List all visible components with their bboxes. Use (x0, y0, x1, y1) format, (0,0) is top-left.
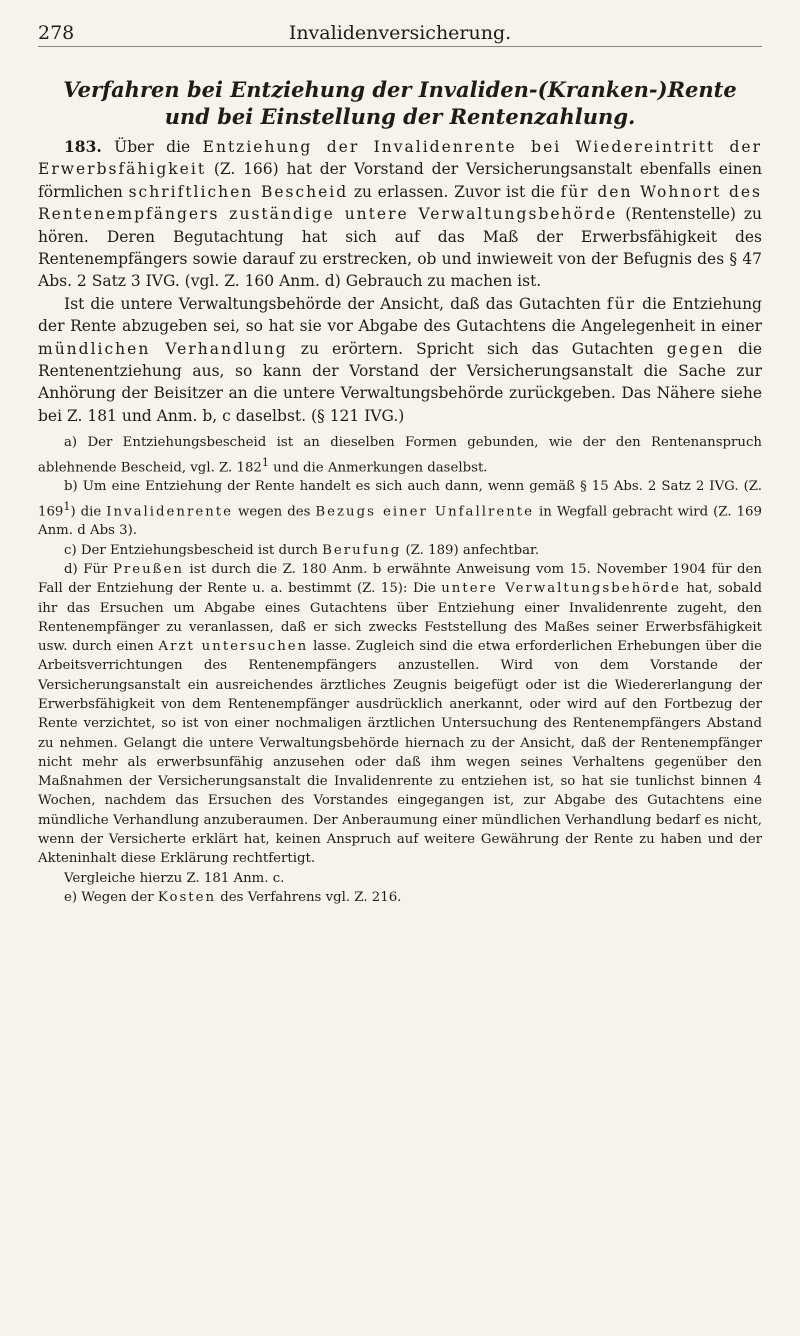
paragraph-opinion (38, 293, 762, 427)
text-run: b) Um eine Entziehung der Rente handelt es sich auch dann, wenn gemäß § 15 Abs. 2 Satz 2 IVG. (Z. 169 (38, 479, 762, 520)
spaced-emphasis: Bezugs einer Unfallrente (315, 504, 534, 520)
paragraph-183 (38, 136, 762, 293)
text-run: d) Für (64, 561, 113, 577)
paragraph-number: 183. (64, 137, 102, 156)
text-run: ist durch die Z. 180 Anm. b erwähnte Anweisung vom 15. November 1904 für den Fall der Entziehung der Rente u. a. bestimmt (Z. 15): Die (38, 561, 762, 597)
running-title: Invalidenversicherung. (288, 22, 512, 44)
text-run: (Z. 189) anfechtbar. (401, 542, 540, 558)
spaced-emphasis: Invalidenrente (106, 504, 233, 520)
spaced-emphasis: Kosten (157, 889, 217, 905)
spaced-emphasis: Arzt untersuchen (158, 639, 309, 655)
text-run: des Verfahrens vgl. Z. 216. (216, 889, 402, 905)
superscript: 1 (63, 499, 71, 513)
text-run: die Entziehung der Rente abzugeben sei, so hat sie vor Abgabe des Gutachtens die Angelegenheit in einer (38, 294, 762, 336)
text-run: hat, sobald ihr das Ersuchen um Abgabe eines Gutachtens über Entziehung einer Invalidenrente zugeht, den Rentenempfänger zu veranlassen, daß er sich zwecks Feststellung des Maßes seiner Erwerbsfähigkeit usw. durch einen (38, 581, 762, 655)
text-run: e) Wegen der (64, 889, 158, 905)
text-run: die Rentenentziehung aus, so kann der Vorstand der Versicherungsanstalt die Sache zur Anhörung der Beisitzer an die untere Verwaltungsbehörde zurückgeben. Das Nähere siehe bei Z. 181 und Anm. b, c daselbst. (§ 121 IVG.) (38, 339, 763, 425)
text-run: zu erörtern. Spricht sich das Gutachten (287, 339, 667, 358)
spaced-emphasis: gegen (666, 339, 725, 358)
spaced-emphasis: Entziehung der Invalidenrente bei Wiedereintritt der Erwerbsfähigkeit (38, 138, 762, 179)
section-heading: Verfahren bei Entziehung der Invaliden-(Kranken-)Rente und bei Einstellung der Rentenzahlung. (63, 77, 737, 129)
text-run: c) Der Entziehungsbescheid ist durch (64, 542, 323, 558)
spaced-emphasis: für (606, 294, 637, 313)
running-header (38, 22, 762, 47)
text-run: lasse. Zugleich sind die etwa erforderlichen Erhebungen über die Arbeitsverrichtungen des Rentenempfängers anzustellen. Wird von dem Vorstande der Versicherungsanstalt ein ausreichendes ärztliches Zeugnis beigefügt oder ist die Wiedererlangung der Erwerbsfähigkeit von dem Rentenempfänger ausdrücklich anerkannt, oder wird auf den Fortbezug der Rente verzichtet, so ist von einer nochmaligen ärztlichen Untersuchung des Rentenempfängers Abstand zu nehmen. Gelangt die untere Verwaltungsbehörde hiernach zu der Ansicht, daß der Rentenempfänger nicht mehr als erwerbsunfähig anzusehen oder daß ihm wegen seines Verhaltens gegenüber den Maßnahmen der Versicherungsanstalt die Invalidenrente zu entziehen ist, so hat sie tunlichst binnen 4 Wochen, nachdem das Ersuchen des Vorstandes eingegangen ist, zur Abgabe des Gutachtens eine mündliche Verhandlung anzuberaumen. Der Anberaumung einer mündlichen Verhandlung bedarf es nicht, wenn der Versicherte erklärt hat, keinen Anspruch auf weitere Gewährung der Rente zu haben und der Akteninhalt diese Erklärung rechtfertigt. (38, 639, 762, 867)
note-b (38, 477, 762, 540)
text-run: ) die (70, 504, 107, 520)
text-run: wegen des (233, 504, 316, 520)
text-run: (Rentenstelle) zu hören. Deren Begutachtung hat sich auf das Maß der Erwerbsfähigkeit des Rentenempfängers sowie darauf zu erstrecken, ob und inwieweit von der Befugnis des § 47 Abs. 2 Satz 3 IVG. (vgl. Z. 160 Anm. d) Gebrauch zu machen ist. (38, 205, 762, 291)
spaced-emphasis: Berufung (322, 542, 402, 558)
page-number: 278 (38, 22, 75, 44)
spaced-emphasis: für den Wohnort des Rentenempfängers zuständige untere Verwaltungsbehörde (38, 182, 762, 224)
spaced-emphasis: schriftlichen Bescheid (128, 182, 349, 201)
text-run: in Wegfall gebracht wird (Z. 169 Anm. d Abs 3). (38, 504, 762, 539)
text-run: (Z. 166) hat der Vorstand der Versicherungsanstalt ebenfalls einen förmlichen (38, 160, 762, 201)
text-run: Ist die untere Verwaltungsbehörde der Ansicht, daß das Gutachten (64, 294, 607, 313)
spaced-emphasis: untere Verwaltungsbehörde (441, 581, 681, 597)
note-c (38, 541, 762, 560)
spaced-emphasis: mündlichen Verhandlung (38, 339, 288, 358)
spaced-emphasis: Preußen (112, 561, 184, 577)
text-run: a) Der Entziehungsbescheid ist an dieselben Formen gebunden, wie der den Rentenanspruch ablehnende Bescheid, vgl. Z. 182 (38, 435, 762, 475)
note-d (38, 560, 762, 869)
note-a (38, 433, 762, 477)
footnotes (38, 433, 762, 907)
note-d-crossref: Vergleiche hierzu Z. 181 Anm. c. (64, 870, 285, 886)
main-content (38, 76, 762, 907)
note-e (38, 888, 762, 907)
text-run: und die Anmerkungen daselbst. (268, 460, 488, 475)
text-run: Über die (101, 138, 203, 156)
text-run: zu erlassen. Zuvor ist die (348, 182, 561, 201)
superscript: 1 (261, 455, 269, 469)
